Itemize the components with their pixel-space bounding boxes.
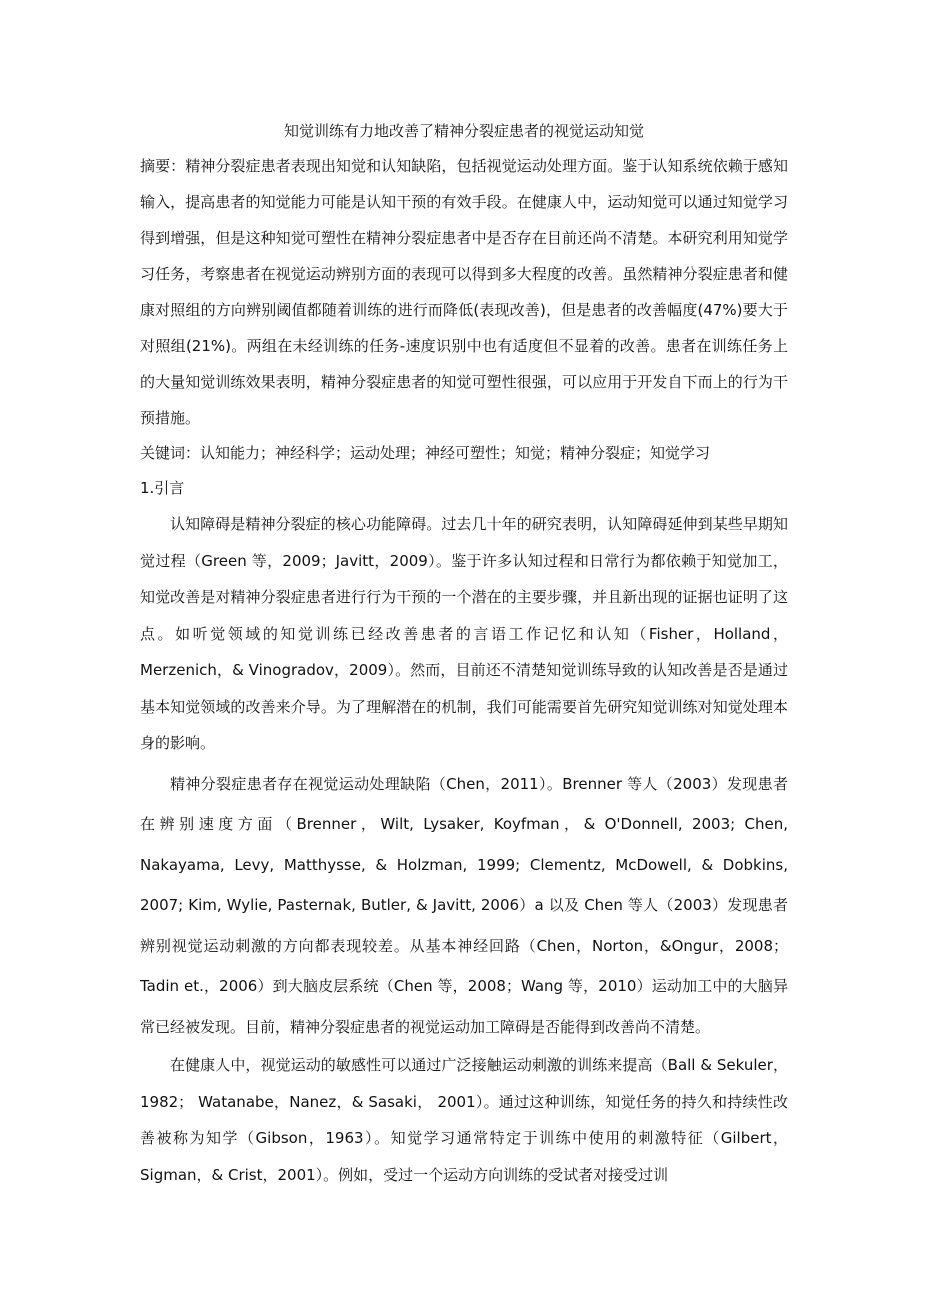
section-heading-introduction: 1.引言 — [140, 479, 185, 497]
paper-page — [140, 114, 788, 1193]
paper-title: 知觉训练有力地改善了精神分裂症患者的视觉运动知觉 — [283, 122, 644, 140]
keywords: 关键词：认知能力；神经科学；运动处理；神经可塑性；知觉；精神分裂症；知觉学习 — [140, 444, 711, 462]
abstract: 摘要：精神分裂症患者表现出知觉和认知缺陷，包括视觉运动处理方面。鉴于认知系统依赖于感知输入，提高患者的知觉能力可能是认知干预的有效手段。在健康人中，运动知觉可以通过知觉学习得到增强，但是这种知觉可塑性在精神分裂症患者中是否存在目前还尚不清楚。本研究利用知觉学习任务，考察患者在视觉运动辨别方面的表现可以得到多大程度的改善。虽然精神分裂症患者和健康对照组的方向辨别阈值都随着训练的进行而降低(表现改善)，但是患者的改善幅度(47%)要大于对照组(21%)。两组在未经训练的任务-速度识别中也有适度但不显着的改善。患者在训练任务上的大量知觉训练效果表明，精神分裂症患者的知觉可塑性很强，可以应用于开发自下而上的行为干预措施。 — [140, 157, 788, 427]
body-paragraph: 在健康人中，视觉运动的敏感性可以通过广泛接触运动刺激的训练来提高（Ball & Sekuler，1982； Watanabe，Nanez，& Sasaki， 2001）。通过这种训练，知觉任务的持久和持续性改善被称为知学（Gibson，1963）。知觉学习通常特定于训练中使用的刺激特征（Gilbert，Sigman，& Crist，2001）。例如，受过一个运动方向训练的受试者对接受过训 — [140, 1056, 788, 1184]
body-paragraph: 精神分裂症患者存在视觉运动处理缺陷（Chen，2011）。Brenner 等人（2003）发现患者在辨别速度方面（Brenner，Wilt, Lysaker, Koyfman，& O'Donnell, 2003; Chen, Nakayama, Levy, Matthysse, & Holzman, 1999; Clementz, McDowell, & Dobkins, 2007; Kim, Wylie, Pasternak, Butler, & Javitt, 2006）a 以及 Chen 等人（2003）发现患者辨别视觉运动刺激的方向都表现较差。从基本神经回路（Chen，Norton，&Ongur，2008；Tadin et.，2006）到大脑皮层系统（Chen 等，2008；Wang 等，2010）运动加工中的大脑异常已经被发现。目前，精神分裂症患者的视觉运动加工障碍是否能得到改善尚不清楚。 — [140, 774, 788, 1036]
body-paragraph: 认知障碍是精神分裂症的核心功能障碍。过去几十年的研究表明，认知障碍延伸到某些早期知觉过程（Green 等，2009；Javitt，2009）。鉴于许多认知过程和日常行为都依赖于知觉加工，知觉改善是对精神分裂症患者进行行为干预的一个潜在的主要步骤，并且新出现的证据也证明了这点。如听觉领域的知觉训练已经改善患者的言语工作记忆和认知（Fisher，Holland，Merzenich，& Vinogradov，2009）。然而，目前还不清楚知觉训练导致的认知改善是否是通过基本知觉领域的改善来介导。为了理解潜在的机制，我们可能需要首先研究知觉训练对知觉处理本身的影响。 — [140, 515, 788, 752]
